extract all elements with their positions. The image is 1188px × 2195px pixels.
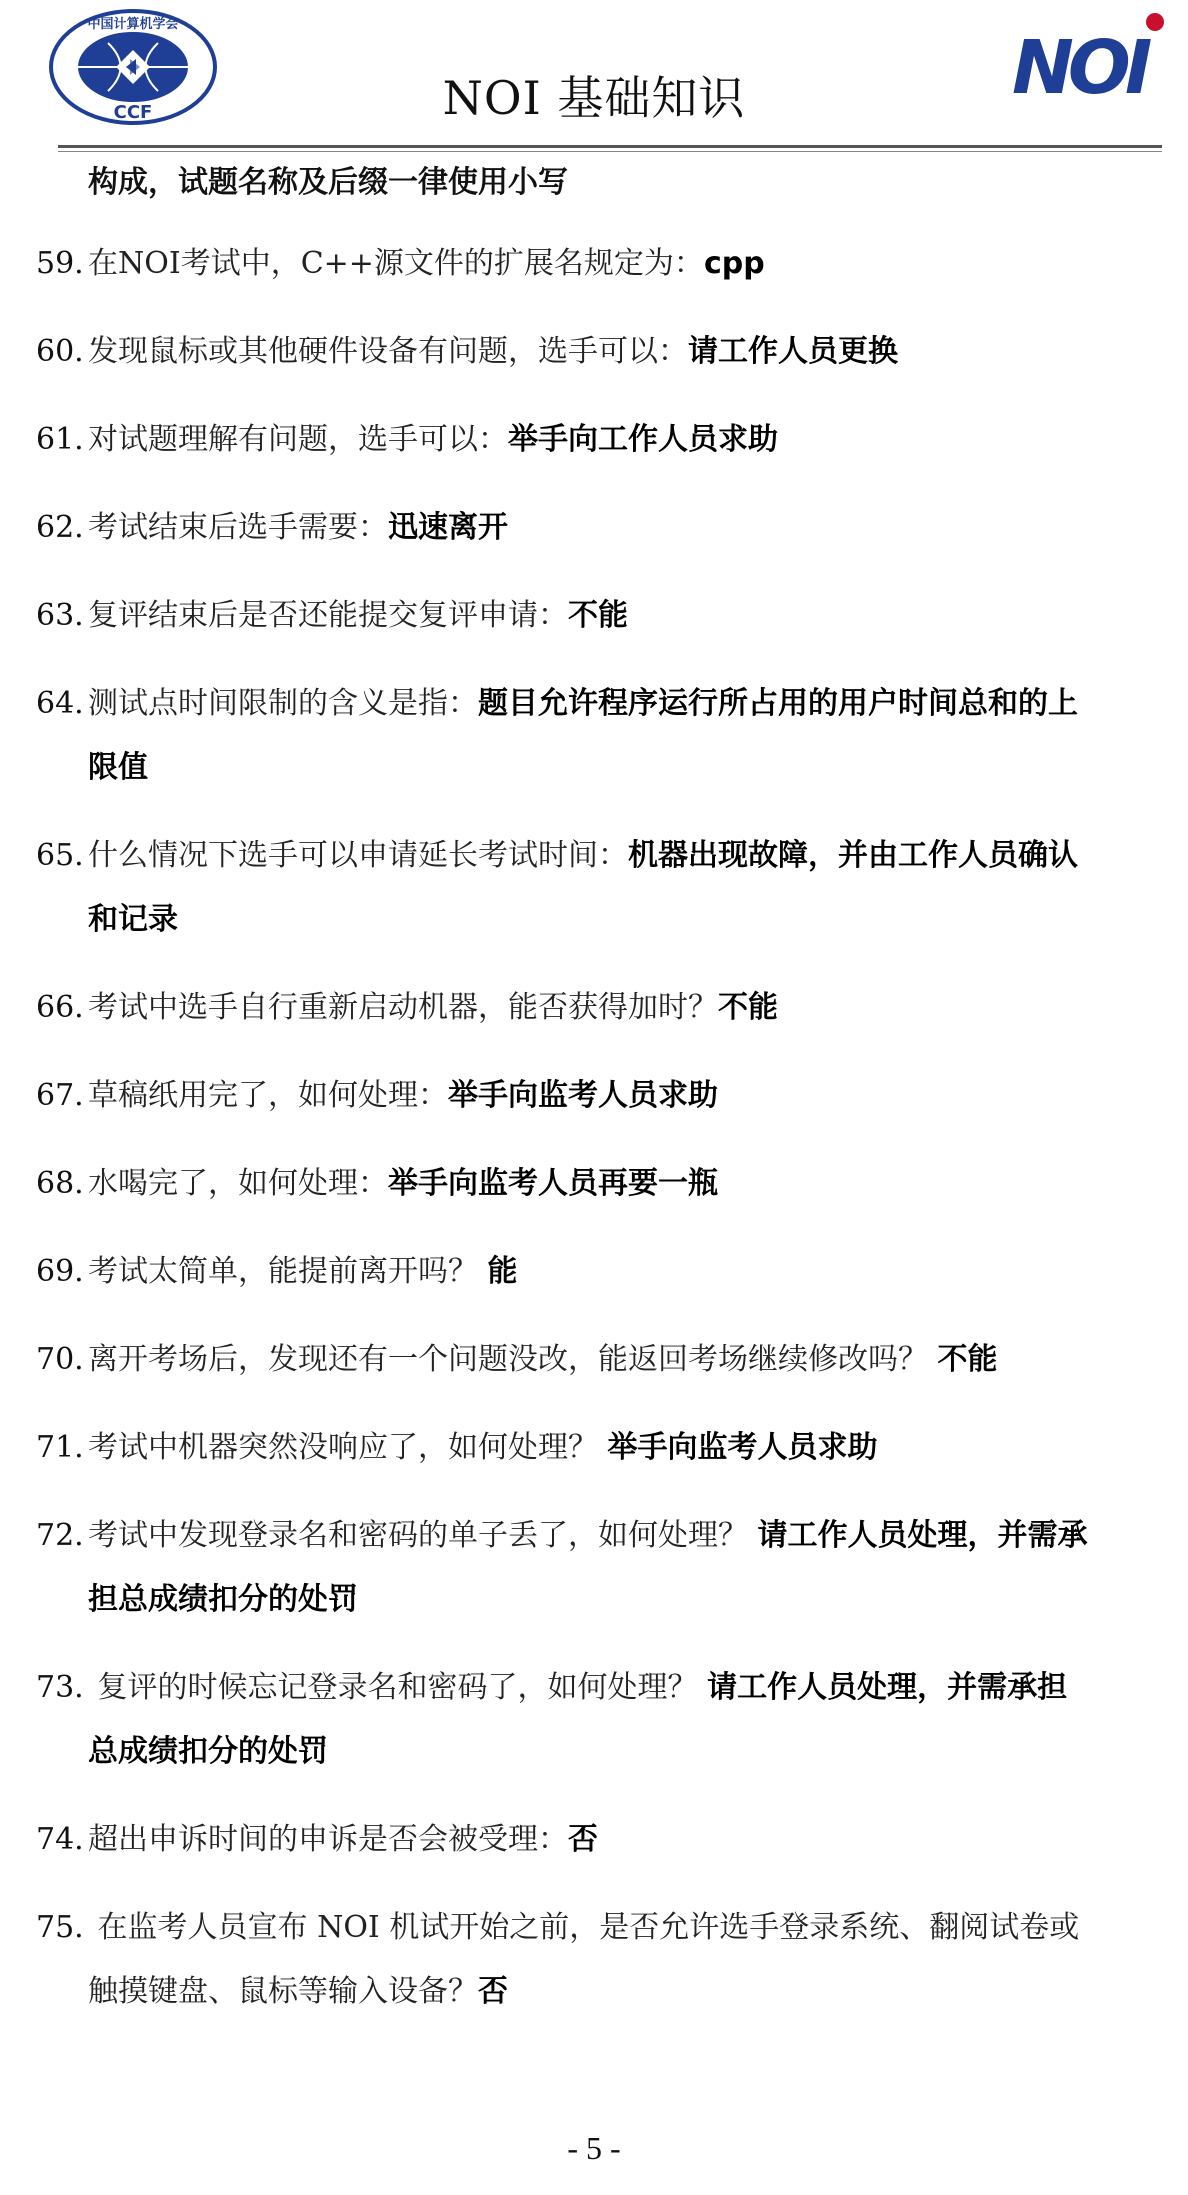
question-number: 72.	[36, 1518, 84, 1553]
question-number: 60.	[36, 334, 84, 369]
question-text: 水喝完了，如何处理：	[88, 1166, 388, 1201]
answer-text: 请工作人员更换	[688, 334, 898, 369]
answer-text: 不能	[568, 598, 628, 633]
answer-text-continued: 担总成绩扣分的处罚	[88, 1582, 358, 1617]
question-number: 62.	[36, 510, 84, 545]
page-number: - 5 -	[567, 2130, 621, 2166]
answer-text-continued: 和记录	[88, 902, 178, 937]
answer-text: 举手向监考人员求助	[607, 1430, 878, 1465]
question-number: 68.	[36, 1166, 84, 1201]
question-text: 超出申诉时间的申诉是否会被受理：	[88, 1822, 568, 1857]
answer-text: 请工作人员处理，并需承	[757, 1518, 1088, 1553]
question-item	[36, 976, 1172, 1040]
answer-text: 举手向工作人员求助	[508, 422, 778, 457]
question-item	[36, 232, 1172, 296]
question-text: 复评的时候忘记登录名和密码了，如何处理？	[88, 1670, 708, 1705]
question-item	[36, 584, 1172, 648]
noi-logo-text: NOI	[1012, 25, 1147, 103]
question-text: 什么情况下选手可以申请延长考试时间：	[88, 838, 628, 873]
ccf-logo-bottom-text: CCF	[113, 102, 153, 123]
question-item	[36, 824, 1172, 952]
question-number: 61.	[36, 422, 84, 457]
question-text: 考试太简单，能提前离开吗？	[88, 1254, 488, 1289]
question-text: 复评结束后是否还能提交复评申请：	[88, 598, 568, 633]
continuation-line	[36, 1568, 1172, 1632]
question-text-continued: 触摸键盘、鼠标等输入设备？	[88, 1974, 478, 2009]
question-item	[36, 1896, 1172, 2024]
question-number: 74.	[36, 1822, 84, 1857]
page-title: NOI 基础知识	[442, 71, 746, 125]
continuation-line	[36, 1720, 1172, 1784]
ccf-logo-top-text: 中国计算机学会	[87, 17, 179, 32]
question-number: 75.	[36, 1910, 84, 1945]
question-item	[36, 1152, 1172, 1216]
answer-text: 机器出现故障，并由工作人员确认	[628, 838, 1078, 873]
question-text: 在NOI考试中，C++源文件的扩展名规定为：	[88, 246, 704, 281]
header-rule	[58, 145, 1162, 148]
question-number: 67.	[36, 1078, 84, 1113]
question-number: 69.	[36, 1254, 84, 1289]
question-text: 离开考场后，发现还有一个问题没改，能返回考场继续修改吗？	[88, 1342, 938, 1377]
answer-text: 请工作人员处理，并需承担	[707, 1670, 1068, 1705]
question-item	[36, 1064, 1172, 1128]
question-item	[36, 672, 1172, 800]
question-text: 考试结束后选手需要：	[88, 510, 388, 545]
answer-text: 举手向监考人员求助	[448, 1078, 718, 1113]
answer-text: 否	[568, 1822, 598, 1857]
question-item	[36, 1504, 1172, 1632]
question-number: 59.	[36, 246, 84, 281]
question-text: 草稿纸用完了，如何处理：	[88, 1078, 448, 1113]
question-number: 73.	[36, 1670, 84, 1705]
question-text: 对试题理解有问题，选手可以：	[88, 422, 508, 457]
header-rule-thin	[58, 151, 1162, 152]
noi-logo	[1010, 8, 1170, 103]
question-item	[36, 496, 1172, 560]
answer-text-continued: 限值	[88, 750, 148, 785]
question-text: 发现鼠标或其他硬件设备有问题，选手可以：	[88, 334, 688, 369]
question-item	[36, 1328, 1172, 1392]
continuation-line	[36, 736, 1172, 800]
question-number: 70.	[36, 1342, 84, 1377]
answer-text-continued: 总成绩扣分的处罚	[88, 1734, 328, 1769]
answer-text: cpp	[703, 246, 765, 281]
continuation-line	[36, 1960, 1172, 2024]
continuation-text: 构成，试题名称及后缀一律使用小写	[88, 165, 568, 200]
answer-text: 不能	[718, 990, 778, 1025]
question-number: 63.	[36, 598, 84, 633]
continuation-line	[36, 888, 1172, 952]
question-item	[36, 1808, 1172, 1872]
answer-text: 举手向监考人员再要一瓶	[388, 1166, 718, 1201]
question-text: 考试中机器突然没响应了，如何处理？	[88, 1430, 608, 1465]
question-number: 65.	[36, 838, 84, 873]
question-item	[36, 1656, 1172, 1784]
question-text: 测试点时间限制的含义是指：	[88, 686, 478, 721]
question-number: 71.	[36, 1430, 84, 1465]
question-item	[36, 1240, 1172, 1304]
page-header	[0, 0, 1188, 150]
question-item	[36, 408, 1172, 472]
answer-text: 不能	[937, 1342, 998, 1377]
question-text: 考试中选手自行重新启动机器，能否获得加时？	[88, 990, 718, 1025]
question-number: 64.	[36, 686, 84, 721]
question-item	[36, 320, 1172, 384]
answer-text: 迅速离开	[388, 510, 508, 545]
answer-text: 能	[487, 1254, 518, 1289]
question-text: 在监考人员宣布 NOI 机试开始之前，是否允许选手登录系统、翻阅试卷或	[88, 1910, 1080, 1945]
answer-text-continued: 否	[478, 1974, 508, 2009]
answer-text: 题目允许程序运行所占用的用户时间总和的上	[478, 686, 1078, 721]
question-text: 考试中发现登录名和密码的单子丢了，如何处理？	[88, 1518, 758, 1553]
question-number: 66.	[36, 990, 84, 1025]
question-item	[36, 1416, 1172, 1480]
